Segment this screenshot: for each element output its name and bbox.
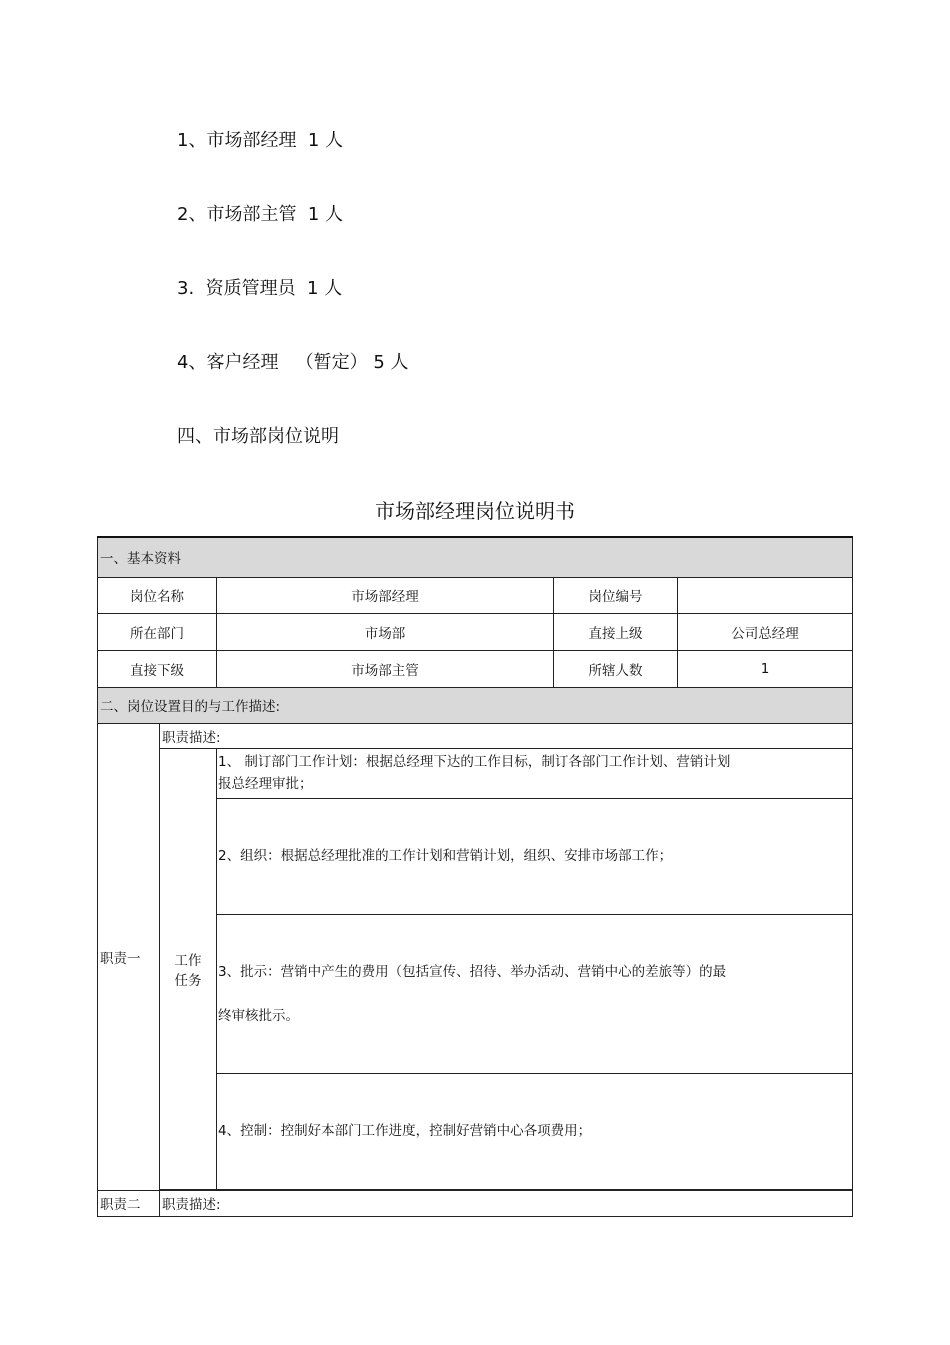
cell-value: 市场部主管 — [217, 650, 554, 687]
cell-label: 岗位名称 — [98, 577, 217, 613]
job-description-table — [97, 536, 853, 1217]
task-item — [217, 748, 853, 798]
task-text: 3、批示：营销中产生的费用（包括宣传、招待、举办活动、营销中心的差旅等）的最 — [218, 963, 727, 980]
cell-value: 市场部 — [217, 613, 554, 650]
task-text: 4、控制：控制好本部门工作进度，控制好营销中心各项费用； — [218, 1123, 592, 1139]
task-text: 2、组织：根据总经理批准的工作计划和营销计划，组织、安排市场部工作； — [218, 848, 673, 864]
cell-label: 岗位编号 — [554, 577, 678, 613]
table-row — [98, 650, 853, 687]
section-heading: 四、市场部岗位说明 — [177, 426, 339, 447]
cell-label: 所在部门 — [98, 613, 217, 650]
duty-two-desc-label: 职责描述: — [160, 1190, 853, 1216]
section-basic-info: 一、基本资料 — [98, 537, 853, 577]
duty-two-label: 职责二 — [98, 1190, 160, 1216]
staffing-line-4: 4、客户经理 （暂定） 5 人 — [177, 352, 409, 373]
task-item — [217, 1073, 853, 1189]
staffing-line-3: 3. 资质管理员 1 人 — [177, 278, 343, 299]
task-text: 报总经理审批； — [218, 776, 313, 792]
work-task-label-line1: 工作 — [174, 952, 202, 969]
task-item — [217, 798, 853, 914]
task-item — [217, 914, 853, 1073]
document-title: 市场部经理岗位说明书 — [375, 499, 575, 523]
work-task-label — [160, 748, 217, 1189]
cell-value: 市场部经理 — [217, 577, 554, 613]
task-text: 1、 制订部门工作计划：根据总经理下达的工作目标，制订各部门工作计划、营销计划 — [218, 754, 731, 770]
task-text: 终审核批示。 — [218, 1007, 299, 1024]
cell-value: 公司总经理 — [678, 613, 853, 650]
section-purpose: 二、岗位设置目的与工作描述: — [98, 687, 853, 723]
work-task-label-line2: 任务 — [174, 972, 202, 989]
staffing-line-2: 2、市场部主管 1 人 — [177, 204, 344, 225]
cell-value — [678, 577, 853, 613]
duty-one-label: 职责一 — [98, 723, 160, 1190]
cell-label: 直接上级 — [554, 613, 678, 650]
table-row — [98, 577, 853, 613]
cell-label: 所辖人数 — [554, 650, 678, 687]
duty-desc-label: 职责描述: — [160, 723, 853, 748]
cell-value: 1 — [678, 650, 853, 687]
staffing-line-1: 1、市场部经理 1 人 — [177, 130, 344, 151]
table-row — [98, 613, 853, 650]
cell-label: 直接下级 — [98, 650, 217, 687]
